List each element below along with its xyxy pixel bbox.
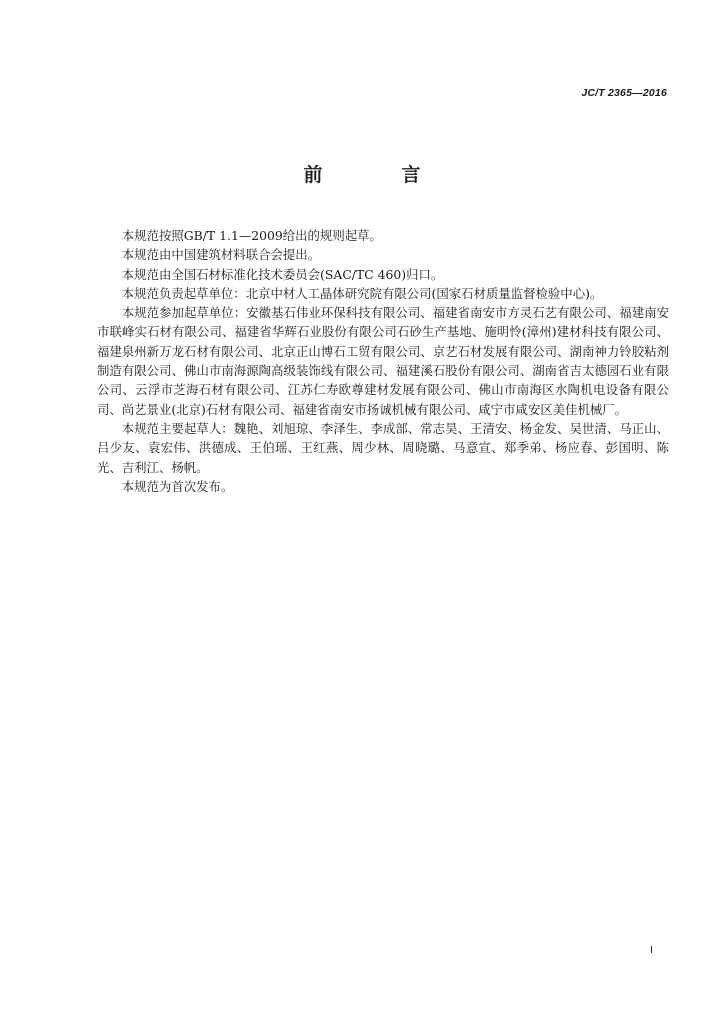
paragraph-first-release: 本规范为首次发布。	[121, 478, 234, 494]
page-title: 前 言	[303, 164, 451, 186]
paragraph-lead-drafter: 本规范负责起草单位：北京中材人工晶体研究院有限公司(国家石材质量监督检验中心)。	[121, 285, 603, 301]
page-number: I	[650, 944, 653, 956]
paragraph-participating-drafters: 本规范参加起草单位：安徽基石伟业环保科技有限公司、福建省南安市方灵石艺有限公司、福建南安市联峰实石材有限公司、福建省华辉石业股份有限公司石砂生产基地、施明怜(漳州)建材科技有限公司、福建泉州新万龙石材有限公司、北京正山博石工贸有限公司、京艺石材发展有限公司、湖南神力铃胶粘剂制造有限公司、佛山市南海源陶高级装饰线有限公司、福建溪石股份有限公司、湖南省吉太德园石业有限公司、云浮市芝海石材有限公司、江苏仁寿欧尊建材发展有限公司、佛山市南海区水陶机电设备有限公司、尚艺景业(北京)石材有限公司、福建省南安市扬诚机械有限公司、咸宁市咸安区美佳机械厂。	[97, 305, 669, 417]
paragraph-main-drafters: 本规范主要起草人：魏艳、刘旭琼、李泽生、李成部、常志昊、王清安、杨金发、吴世清、马正山、吕少友、袁宏伟、洪德成、王伯瑶、王红燕、周少林、周晓璐、马意宣、郑季弟、杨应春、彭国明、陈光、吉利江、杨帆。	[97, 420, 669, 475]
standard-code: JC/T 2365—2016	[581, 87, 667, 99]
paragraph-drafting-rules: 本规范按照GB/T 1.1—2009给出的规则起草。	[121, 228, 382, 243]
paragraph-proposed-by: 本规范由中国建筑材料联合会提出。	[121, 247, 321, 263]
foreword-body	[97, 226, 669, 496]
paragraph-centralized-by: 本规范由全国石材标准化技术委员会(SAC/TC 460)归口。	[121, 266, 444, 282]
